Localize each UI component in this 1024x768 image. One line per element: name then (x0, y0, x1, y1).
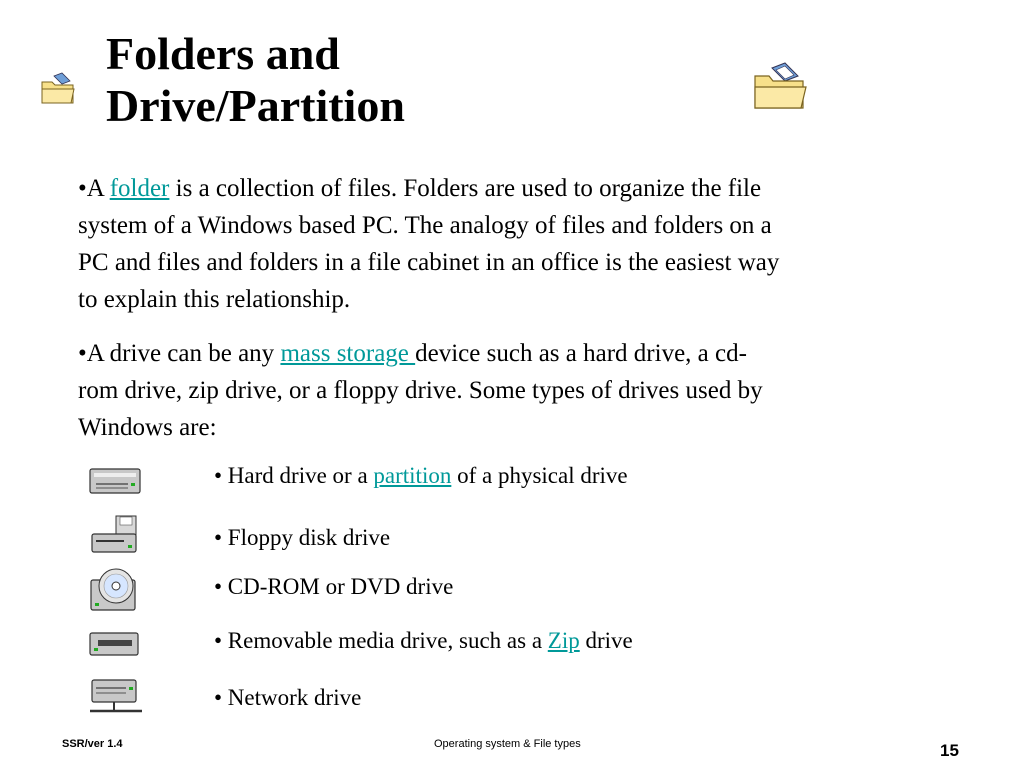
drive-item-floppy (0, 514, 1024, 558)
paragraph-line (78, 170, 968, 207)
text-span: device such as a hard drive, a cd- (415, 340, 747, 367)
text-span: •A drive can be any (78, 340, 281, 367)
drive-item-label (214, 626, 633, 656)
footer-version: SSR/ver 1.4 (62, 738, 123, 750)
text-span: • Hard drive or a (214, 463, 374, 488)
text-span: •A (78, 175, 110, 202)
open-folder-icon (752, 62, 808, 112)
mass-storage-link[interactable]: mass storage (280, 340, 416, 367)
text-span: is a collection of files. Folders are used to organize the file (169, 175, 762, 202)
paragraph-line (78, 335, 968, 372)
paragraph-line: system of a Windows based PC. The analogy of files and folders on a (78, 212, 772, 239)
page-number: 15 (940, 741, 959, 760)
folder-icon (40, 72, 76, 106)
drive-item-removable (0, 624, 1024, 668)
drive-item-label: • CD-ROM or DVD drive (214, 574, 454, 599)
floppy-drive-icon (88, 514, 144, 556)
drive-item-hard-drive (0, 460, 1024, 504)
zip-link[interactable]: Zip (547, 628, 580, 653)
text-span: drive (579, 628, 633, 653)
drive-item-label: • Network drive (214, 685, 362, 710)
drive-definition-paragraph (78, 335, 968, 446)
partition-link[interactable]: partition (373, 463, 452, 488)
text-span: • Removable media drive, such as a (214, 628, 548, 653)
footer-title: Operating system & File types (434, 738, 581, 750)
paragraph-line: to explain this relationship. (78, 286, 351, 313)
title-line-2: Drive/Partition (106, 80, 405, 131)
cdrom-drive-icon (88, 566, 144, 614)
folder-link[interactable]: folder (109, 175, 170, 202)
folder-definition-paragraph (78, 170, 968, 318)
drive-item-network (0, 676, 1024, 720)
paragraph-line: Windows are: (78, 414, 217, 441)
text-span: of a physical drive (451, 463, 628, 488)
network-drive-icon (88, 678, 144, 718)
drive-item-label: • Floppy disk drive (214, 525, 391, 550)
drive-item-cdrom (0, 566, 1024, 610)
page-title (106, 28, 706, 132)
title-line-1: Folders and (106, 28, 340, 79)
removable-drive-icon (88, 628, 144, 660)
paragraph-line: PC and files and folders in a file cabinet in an office is the easiest way (78, 249, 780, 276)
paragraph-line: rom drive, zip drive, or a floppy drive. Some types of drives used by (78, 377, 763, 404)
hard-drive-icon (88, 464, 144, 496)
drive-item-label (214, 461, 628, 491)
